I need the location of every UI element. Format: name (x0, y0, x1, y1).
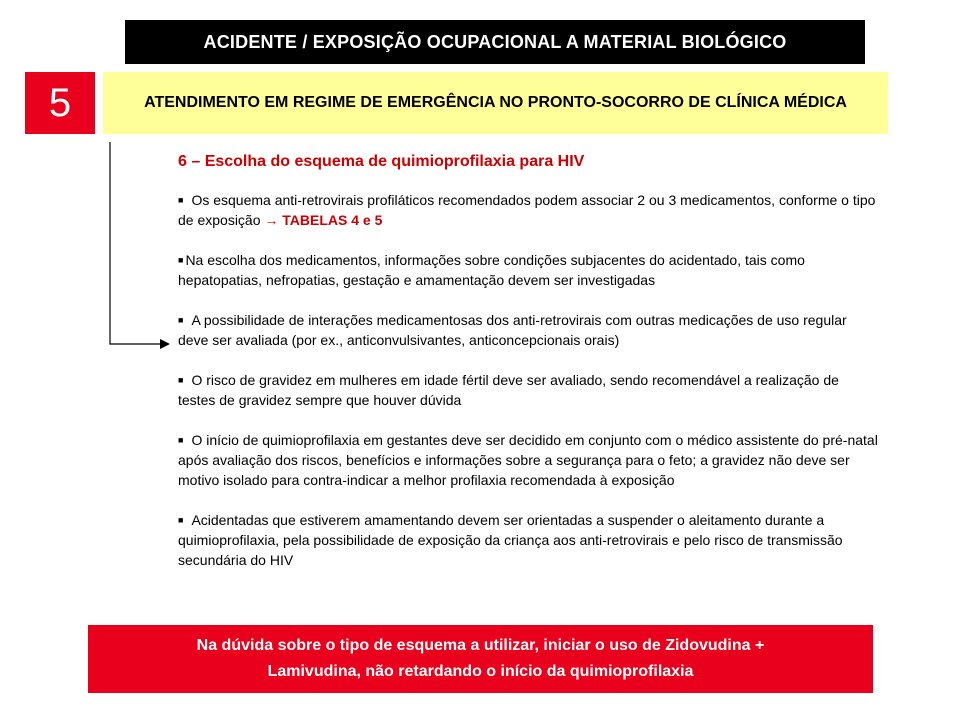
list-item-text: O início de quimioprofilaxia em gestantes deve ser decidido em conjunto com o médico assistente do pré-natal após avaliação dos riscos, benefícios e informações sobre a segurança para o feto; a gravidez não deve ser motivo isolado para contra-indicar a melhor profilaxia recomendada à exposição (178, 432, 878, 488)
section-heading: 6 – Escolha do esquema de quimioprofilaxia para HIV (178, 153, 585, 170)
list-item (178, 430, 878, 490)
list-item-text: Os esquema anti-retrovirais profiláticos recomendados podem associar 2 ou 3 medicamentos, conforme o tipo de exposição (178, 192, 876, 228)
step-number-badge: 5 (25, 72, 95, 134)
square-bullet-icon: ■ (178, 435, 184, 445)
bullet-list (178, 190, 878, 590)
list-item-text: A possibilidade de interações medicamentosas dos anti-retrovirais com outras medicações de uso regular deve ser avaliada (por ex., anticonvulsivantes, anticoncepcionais orais) (178, 312, 847, 348)
arrow-icon: → (264, 212, 279, 228)
square-bullet-icon: ■ (178, 195, 184, 205)
square-bullet-icon: ■ (178, 375, 184, 385)
list-item-text: Acidentadas que estiverem amamentando devem ser orientadas a suspender o aleitamento durante a quimioprofilaxia, pela possibilidade de exposição da criança aos anti-retrovirais e pelo risco de transmissão secundária do HIV (178, 512, 843, 568)
list-item (178, 370, 878, 410)
alert-line: Lamivudina, não retardando o início da quimioprofilaxia (267, 663, 694, 680)
list-item (178, 310, 878, 350)
connector-arrow-icon (100, 140, 172, 352)
list-item (178, 190, 878, 230)
table-reference: TABELAS 4 e 5 (282, 212, 383, 228)
square-bullet-icon: ■ (178, 255, 184, 265)
square-bullet-icon: ■ (178, 515, 184, 525)
list-item (178, 250, 878, 290)
list-item (178, 510, 878, 570)
list-item-text: O risco de gravidez em mulheres em idade fértil deve ser avaliado, sendo recomendável a realização de testes de gravidez sempre que houver dúvida (178, 372, 839, 408)
section-subtitle: ATENDIMENTO EM REGIME DE EMERGÊNCIA NO PRONTO-SOCORRO DE CLÍNICA MÉDICA (103, 72, 888, 134)
alert-box (88, 625, 873, 693)
list-item-text: Na escolha dos medicamentos, informações sobre condições subjacentes do acidentado, tais como hepatopatias, nefropatias, gestação e amamentação devem ser investigadas (178, 252, 805, 288)
alert-line: Na dúvida sobre o tipo de esquema a utilizar, iniciar o uso de Zidovudina + (196, 637, 765, 654)
square-bullet-icon: ■ (178, 315, 184, 325)
page-title: ACIDENTE / EXPOSIÇÃO OCUPACIONAL A MATERIAL BIOLÓGICO (125, 20, 865, 64)
